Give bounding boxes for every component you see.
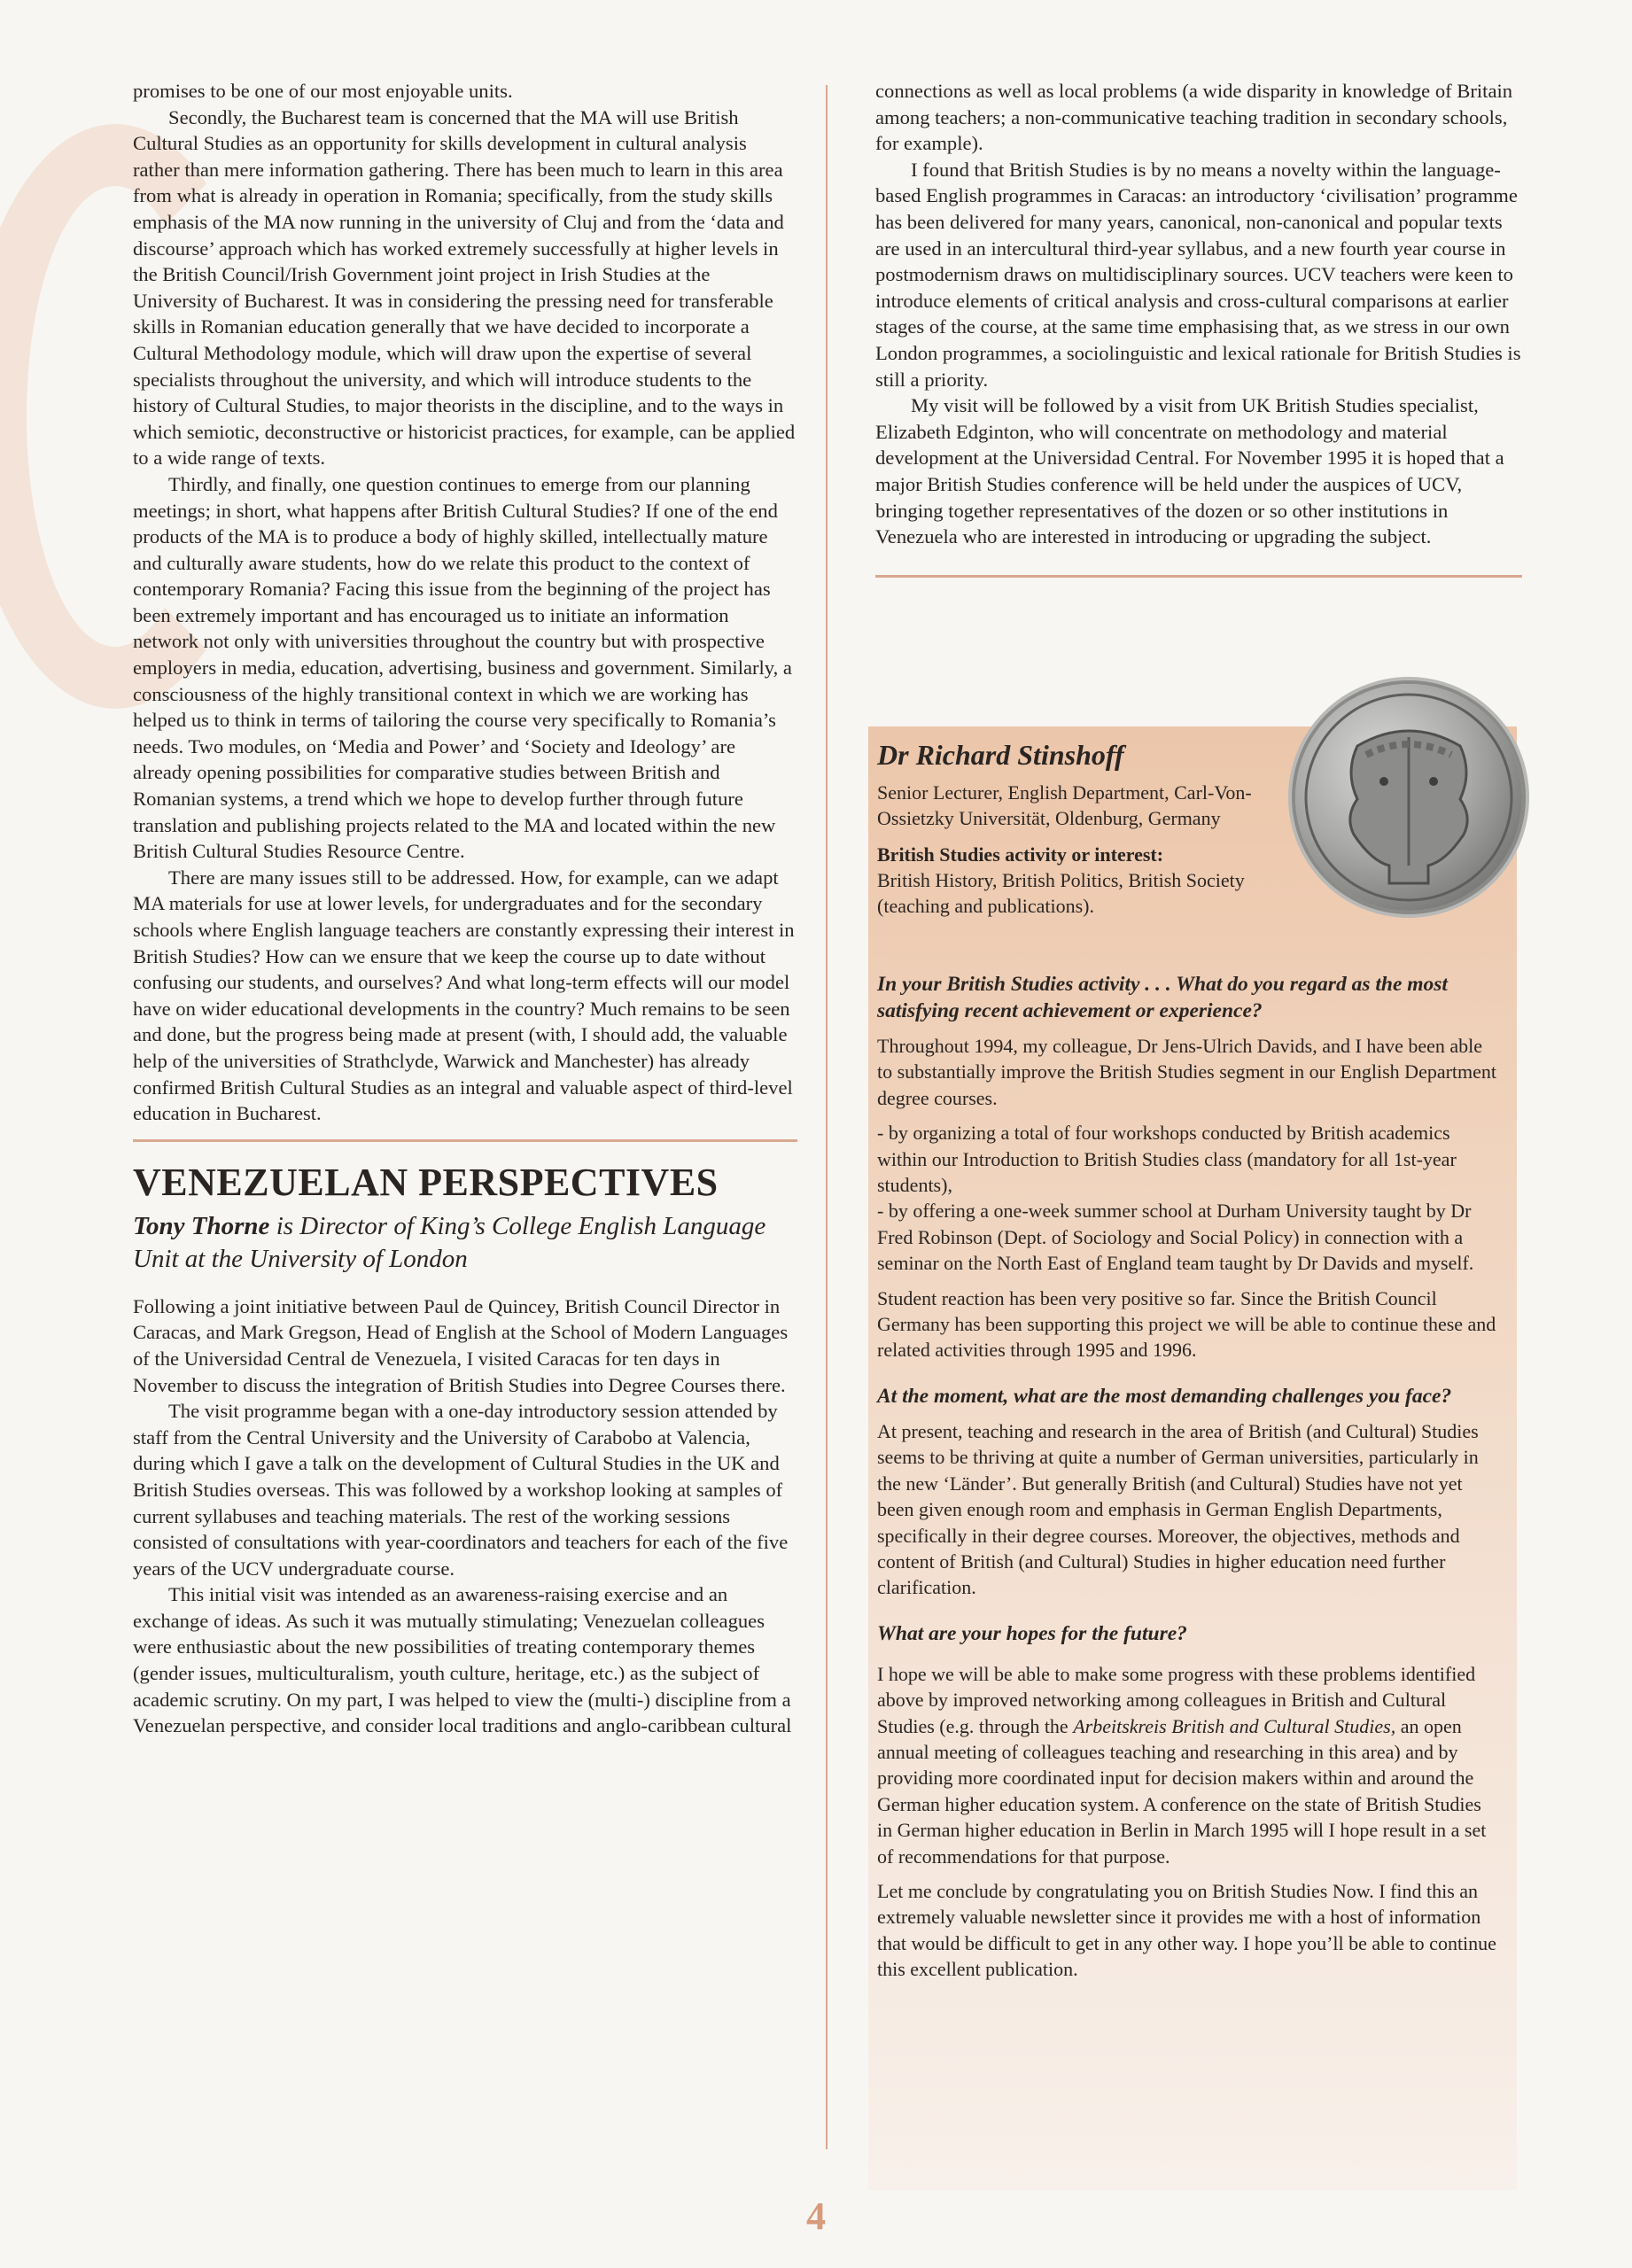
byline-author: Tony Thorne — [133, 1211, 270, 1240]
answer: Student reaction has been very positive so far. Since the British Council Germany has been supporting this project we will be able to continue these and related activities through 1995 and 1996. — [877, 1286, 1496, 1362]
page-number: 4 — [806, 2194, 826, 2238]
profile-interest: British History, British Politics, British Society (teaching and publications). — [877, 869, 1245, 917]
answer-italic: Arbeitskreis British and Cultural Studies, — [1073, 1714, 1396, 1737]
profile-interest-label: British Studies activity or interest: — [877, 843, 1164, 866]
profile-header — [877, 737, 1320, 919]
paragraph: This initial visit was intended as an awareness-raising exercise and an exchange of ideas. As such it was mutually stimulating; Venezuelan colleagues were enthusiastic about the new possibilities of treating contemporary themes (gender issues, multiculturalism, youth culture, heritage, etc.) as the subject of academic scrutiny. On my part, I was helped to view the (multi-) discipline from a Venezuelan perspective, and consider local traditions and anglo-caribbean cultural — [133, 1583, 792, 1737]
section-heading: VENEZUELAN PERSPECTIVES — [133, 1160, 719, 1204]
paragraph: The visit programme began with a one-day introductory session attended by staff from the Central University and the University of Carabobo at Valencia, during which I gave a talk on the development of Cultural Studies in the UK and British Studies overseas. This was followed by a workshop looking at samples of current syllabuses and teaching materials. The rest of the working sessions consisted of consultations with year-coordinators and teachers for each of the five years of the UCV undergraduate course. — [133, 1400, 789, 1580]
paragraph: Following a joint initiative between Paul de Quincey, British Council Director in Caracas, and Mark Gregson, Head of English at the School of Modern Languages of the Universidad Central de Venezuela, I visited Caracas for ten days in November to discuss the integration of British Studies into Degree Courses there. — [133, 1294, 789, 1396]
answer-bullet: - by offering a one-week summer school at Durham University taught by Dr Fred Robinson (Dept. of Sociology and Social Policy) in connection with a seminar on the North East of England team taught by Dr Davids and myself. — [877, 1200, 1474, 1275]
answer: At present, teaching and research in the area of British (and Cultural) Studies seems to be thriving at quite a number of German universities, particularly in the new ‘Länder’. But generally British (and Cultural) Studies have not yet been given enough room and emphasis in German English Departments, specifically in their degree courses. Moreover, the objectives, methods and content of British (and Cultural) Studies in higher education need further clarification. — [877, 1419, 1479, 1599]
byline-role: is Director of King’s College English Language Unit at the University of London — [133, 1211, 766, 1273]
janus-coin-image — [1295, 684, 1522, 911]
janus-head-icon — [1295, 684, 1522, 911]
answer: Throughout 1994, my colleague, Dr Jens-Ulrich Davids, and I have been able to substantially improve the British Studies segment in our English Department degree courses. — [877, 1035, 1497, 1109]
answer-text: I hope we will be able to make some progress with these problems identified above by improved networking among colleagues in British and Cultural Studies (e.g. through the — [877, 1662, 1476, 1737]
question: At the moment, what are the most demanding challenges you face? — [877, 1384, 1452, 1408]
paragraph: Thirdly, and finally, one question continues to emerge from our planning meetings; in short, what happens after British Cultural Studies? If one of the end products of the MA is to produce a body of highly skilled, intellectually mature and culturally aware students, how do we relate this product to the context of contemporary Romania? Facing this issue from the beginning of the project has been extremely important and has encouraged us to initiate an information network not only with universities throughout the country but with prospective employers in media, education, advertising, business and government. Similarly, a consciousness of the highly transitional context in which we are working has helped us to think in terms of tailoring the course very specifically to Romania’s needs. Two modules, on ‘Media and Power’ and ‘Society and Ideology’ are already opening possibilities for comparative studies between British and Romanian systems, a trend which we hope to develop further through future translation and publishing projects related to the MA and located within the new British Cultural Studies Resource Centre. — [133, 472, 792, 863]
left-column — [133, 78, 797, 1739]
paragraph: There are many issues still to be addressed. How, for example, can we adapt MA materials for use at lower levels, for undergraduates and for the secondary schools where English language teachers are constantly expressing their interest in British Studies? How can we ensure that we keep the course up to date without confusing our students, and ourselves? And what long-term effects will our model have on wider educational developments in the country? Much remains to be seen and done, but the progress being made at present (with, I should add, the valuable help of the universities of Strathclyde, Warwick and Manchester) has already confirmed British Cultural Studies as an integral and valuable aspect of third-level education in Bucharest. — [133, 866, 795, 1125]
answer-text: an open annual meeting of colleagues teaching and researching in this area) and by providing more coordinated input for decision makers within and around the German higher education system. A conference on the state of British Studies in German higher education in Berlin in March 1995 will I hope result in a set of recommendations for that purpose. — [877, 1714, 1487, 1868]
column-divider — [826, 85, 828, 2149]
paragraph: Secondly, the Bucharest team is concerned that the MA will use British Cultural Studies as an opportunity for skills development in cultural analysis rather than mere information gathering. There has been much to learn in this area from what is already in operation in Romania; specifically, from the study skills emphasis of the MA now running in the university of Cluj and from the ‘data and discourse’ approach which has worked extremely successfully at higher levels in the British Council/Irish Government joint project in Irish Studies at the University of Bucharest. It was in considering the pressing need for transferable skills in Romanian education generally that we have decided to incorporate a Cultural Methodology module, which will draw upon the expertise of several specialists throughout the university, and which will introduce students to the history of Cultural Studies, to major theorists in the discipline, and to the ways in which semiotic, deconstructive or historicist practices, for example, can be applied to a wide range of texts. — [133, 105, 796, 470]
paragraph: connections as well as local problems (a wide disparity in knowledge of Britain among teachers; a non-communicative teaching tradition in secondary schools, for example). — [875, 80, 1513, 155]
profile-affiliation: Senior Lecturer, English Department, Carl-Von-Ossietzky Universität, Oldenburg, Germany — [877, 781, 1252, 829]
answer-bullet: - by organizing a total of four workshops conducted by British academics within our Introduction to British Studies class (mandatory for all 1st-year students), — [877, 1122, 1457, 1197]
profile-name: Dr Richard Stinshoff — [877, 739, 1124, 771]
paragraph: My visit will be followed by a visit from UK British Studies specialist, Elizabeth Edginton, who will concentrate on methodology and material development at the Universidad Central. For November 1995 it is hoped that a major British Studies conference will be held under the auspices of UCV, bringing together representatives of the dozen or so other institutions in Venezuela who are interested in introducing or upgrading the subject. — [875, 394, 1504, 548]
question: In your British Studies activity . . . What do you regard as the most satisfying recent achievement or experience? — [877, 973, 1448, 1022]
section-divider — [133, 1139, 797, 1142]
answer — [877, 1661, 1497, 1869]
byline — [133, 1210, 797, 1276]
right-column — [875, 78, 1522, 578]
paragraph: I found that British Studies is by no means a novelty within the language-based English programmes in Caracas: an introductory ‘civilisation’ programme has been delivered for many years, canonical, non-canonical and popular texts are used in an intercultural third-year syllabus, and a new fourth year course in postmodernism draws on multidisciplinary sources. UCV teachers were keen to introduce elements of critical analysis and cross-cultural comparisons at earlier stages of the course, at the same time emphasising that, as we stress in our own London programmes, a sociolinguistic and lexical rationale for British Studies is still a priority. — [875, 158, 1521, 391]
profile-qa — [877, 971, 1497, 1992]
answer: Let me conclude by congratulating you on British Studies Now. I find this an extremely valuable newsletter since it provides me with a host of information that would be difficult to get in any other way. I hope you’ll be able to continue this excellent publication. — [877, 1879, 1496, 1981]
question: What are your hopes for the future? — [877, 1621, 1187, 1645]
paragraph: promises to be one of our most enjoyable units. — [133, 80, 513, 102]
section-divider — [875, 575, 1522, 578]
